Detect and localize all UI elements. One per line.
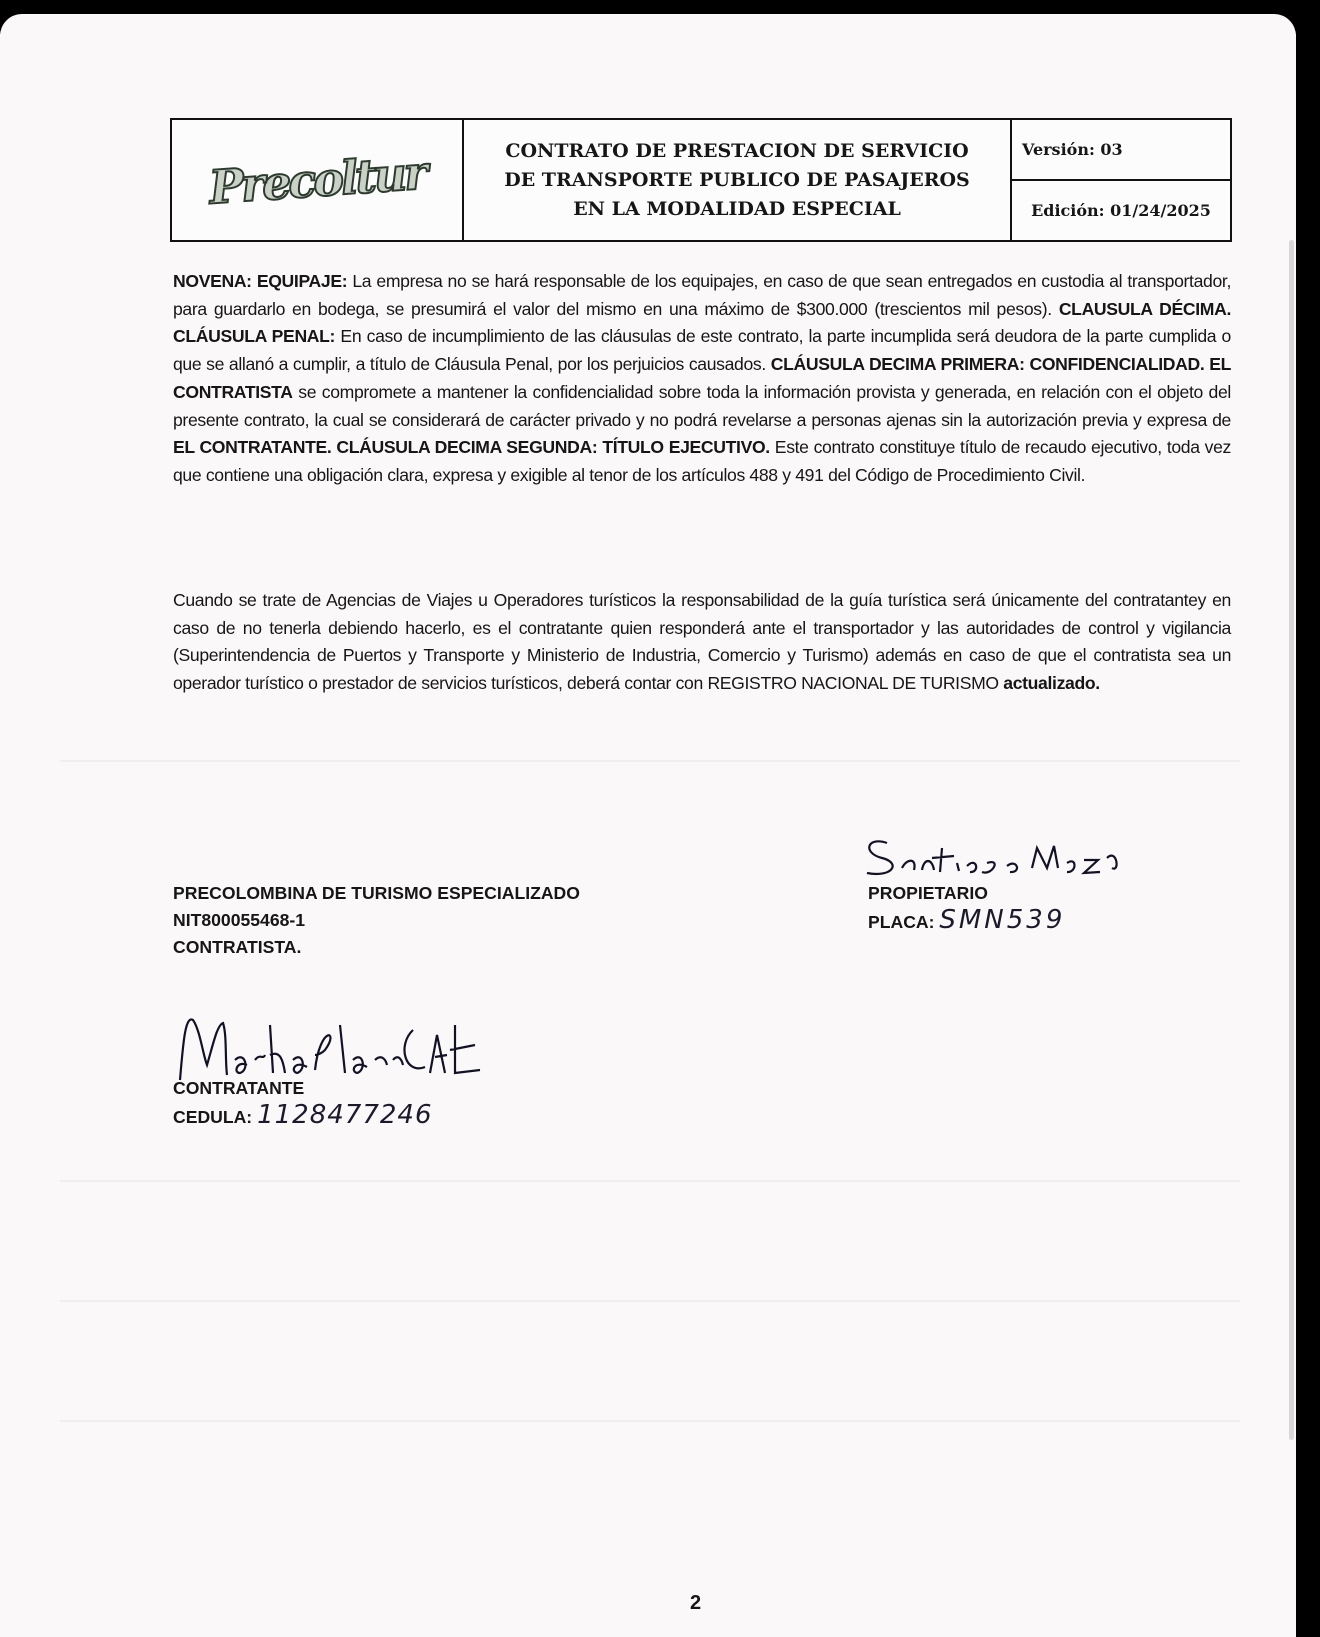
clause-heading: CLÁUSULA DECIMA PRIMERA: CONFIDENCIALIDAD. EL CONTRATISTA: [173, 354, 1231, 402]
propietario-block: [868, 880, 1065, 936]
screen-right-bezel: [1296, 0, 1320, 1637]
clauses-paragraph: [173, 268, 1231, 490]
company-logo: [172, 120, 464, 240]
contratante-signature: [175, 1005, 505, 1085]
placa-value: SMN539: [939, 905, 1066, 935]
clause-text: Este contrato constituye título de recaudo ejecutivo, toda vez que contiene una obligación clara, expresa y exigible al tenor de los artículos 488 y 491 del Código de Procedimiento Civil.: [173, 437, 1231, 485]
title-line: DE TRANSPORTE PUBLICO DE PASAJEROS: [504, 168, 970, 191]
contratista-company: PRECOLOMBINA DE TURISMO ESPECIALIZADO: [173, 883, 580, 903]
title-line: EN LA MODALIDAD ESPECIAL: [573, 197, 901, 220]
placa-label: PLACA:: [868, 912, 935, 932]
clause-heading: actualizado.: [1003, 673, 1100, 694]
contratante-block: [173, 1075, 432, 1131]
document-title: [464, 120, 1012, 240]
contratista-nit: NIT800055468-1: [173, 910, 306, 930]
page-number: 2: [690, 1592, 702, 1614]
cedula-value: 1128477246: [257, 1100, 433, 1130]
clause-text: Cuando se trate de Agencias de Viajes u Operadores turísticos la responsabilidad de la guía turística será únicamente del contratantey en caso de no tenerla debiendo hacerlo, es el contratante quien responderá ante el transportador y las autoridades de control y vigilancia (Superintendencia de Puertos y Transporte y Ministerio de Industria, Comercio y Turismo) además en caso de que el contratista sea un operador turístico o prestador de servicios turísticos, deberá contar con REGISTRO NACIONAL DE TURISMO: [173, 590, 1231, 694]
bleed-through-line: [60, 1420, 1240, 1422]
clause-heading: CLAUSULA DÉCIMA. CLÁUSULA PENAL:: [173, 298, 1231, 347]
document-header-table: [170, 118, 1232, 242]
clause-heading: NOVENA: EQUIPAJE:: [173, 271, 348, 291]
bleed-through-line: [60, 1300, 1240, 1302]
title-line: CONTRATO DE PRESTACION DE SERVICIO: [505, 139, 969, 162]
page-top-edge: [0, 14, 1296, 44]
tourism-paragraph: [173, 587, 1231, 698]
cedula-label: CEDULA:: [173, 1107, 253, 1127]
scrollbar[interactable]: [1289, 240, 1294, 1440]
clause-heading: EL CONTRATANTE. CLÁUSULA DECIMA SEGUNDA: TÍTULO EJECUTIVO.: [173, 437, 770, 458]
clause-text: se compromete a mantener la confidencialidad sobre toda la información provista y generada, en relación con el objeto del presente contrato, la cual se considerará de carácter privado y no podrá revelarse a personas ajenas sin la autorización previa y expresa de: [173, 381, 1231, 430]
clause-text: En caso de incumplimiento de las cláusulas de este contrato, la parte incumplida será deudora de la parte cumplida o que se allanó a cumplir, a título de Cláusula Penal, por los perjuicios causados.: [173, 326, 1231, 375]
logo-text: Precoltur: [207, 145, 427, 215]
contratante-role: CONTRATANTE: [173, 1078, 305, 1098]
version-label: Versión: 03: [1012, 120, 1230, 181]
bleed-through-line: [60, 1180, 1240, 1182]
cedula-row: [173, 1102, 432, 1131]
bleed-through-line: [60, 760, 1240, 762]
propietario-signature: [862, 828, 1122, 888]
placa-row: [868, 907, 1065, 936]
contratista-role: CONTRATISTA.: [173, 937, 302, 957]
edition-label: Edición: 01/24/2025: [1031, 201, 1211, 220]
clause-text: La empresa no se hará responsable de los equipajes, en caso de que sean entregados en custodia al transportador, para guardarlo en bodega, se presumirá el valor del mismo en una máximo de $300.000 (trescientos mil pesos).: [173, 271, 1231, 319]
contratista-block: [173, 880, 580, 961]
propietario-role: PROPIETARIO: [868, 883, 988, 903]
document-meta: [1012, 120, 1230, 240]
